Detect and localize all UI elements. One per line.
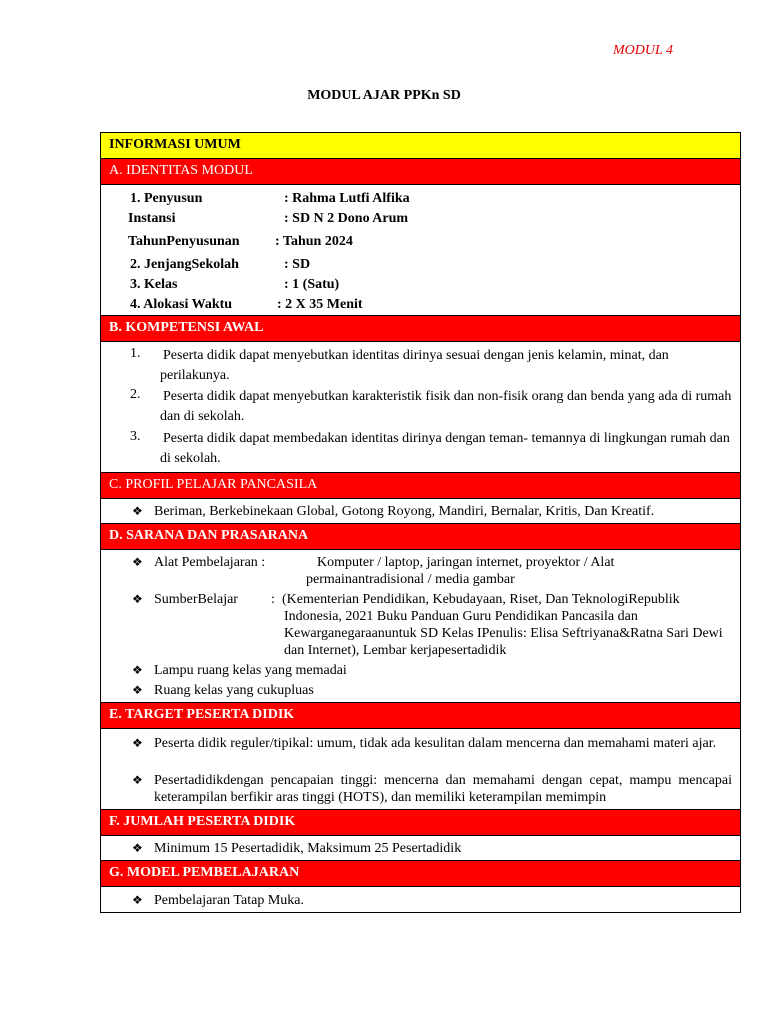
section-b-body: 1. Peserta didik dapat menyebutkan identitas dirinya sesuai dengan jenis kelamin, minat, dan perilakunya. 2. Peserta didik dapat menyebutkan karakteristik fisik dan non-fisik orang dan benda yang ada di rumah dan di sekolah. 3. Peserta didik dapat membedakan identitas dirinya dengan teman- temannya di lingkungan rumah dan di sekolah. (101, 342, 741, 473)
page-title: MODUL AJAR PPKn SD (307, 88, 461, 103)
bullet-icon: ❖ (132, 736, 143, 750)
general-info-header: INFORMASI UMUM (101, 133, 741, 159)
section-c-body: ❖ Beriman, Berkebinekaan Global, Gotong Royong, Mandiri, Bernalar, Kritis, Dan Kreatif. (101, 499, 741, 524)
id-row: 4. Alokasi Waktu : 2 X 35 Menit (130, 297, 363, 312)
bullet-icon: ❖ (132, 504, 143, 518)
bullet-icon: ❖ (132, 683, 143, 697)
bullet-icon: ❖ (132, 663, 143, 677)
bullet-icon: ❖ (132, 773, 143, 787)
section-d-header: D. SARANA DAN PRASARANA (101, 524, 741, 550)
id-row: 2. JenjangSekolah : SD (130, 257, 311, 272)
section-e-body: ❖ Peserta didik reguler/tipikal: umum, tidak ada kesulitan dalam mencerna dan memahami materi ajar. ❖ Pesertadidikdengan pencapaian tinggi: mencerna dan memahami dengan cepat, mampu mencapai keterampilan berfikir aras tinggi (HOTS), dan memiliki keterampilan memimpin (101, 729, 741, 810)
section-a-body (101, 185, 741, 316)
bullet-icon: ❖ (132, 893, 143, 907)
module-table (100, 132, 741, 913)
section-g-body: ❖ Pembelajaran Tatap Muka. (101, 887, 741, 913)
section-g-header: G. MODEL PEMBELAJARAN (101, 861, 741, 887)
bullet-icon: ❖ (132, 841, 143, 855)
id-row: TahunPenyusunan : Tahun 2024 (128, 234, 353, 249)
bullet-icon: ❖ (132, 592, 143, 606)
section-d-body: ❖ Alat Pembelajaran : Komputer / laptop, jaringan internet, proyektor / Alat permainantradisional / media gambar ❖ SumberBelajar : (Kementerian Pendidikan, Kebudayaan, Riset, Dan TeknologiRepublik Indonesia, 2021 Buku Panduan Guru Pendidikan Pancasila dan Kewarganegaraanuntuk SD Kelas IPenulis: Elisa Seftriyana&Ratna Sari Dewi dan Internet), Lembar kerjapesertadidik ❖ Lampu ruang kelas yang memadai ❖ Ruang kelas yang cukupluas (101, 550, 741, 703)
bullet-icon: ❖ (132, 555, 143, 569)
section-b-header: B. KOMPETENSI AWAL (101, 316, 741, 342)
id-row: 1. Penyusun : Rahma Lutfi Alfika (130, 191, 410, 206)
section-f-body: ❖ Minimum 15 Pesertadidik, Maksimum 25 Pesertadidik (101, 836, 741, 861)
section-f-header: F. JUMLAH PESERTA DIDIK (101, 810, 741, 836)
id-row: Instansi : SD N 2 Dono Arum (128, 211, 409, 226)
section-c-header: C. PROFIL PELAJAR PANCASILA (101, 473, 741, 499)
section-e-header: E. TARGET PESERTA DIDIK (101, 703, 741, 729)
module-number: MODUL 4 (613, 43, 674, 58)
id-row: 3. Kelas : 1 (Satu) (130, 277, 340, 292)
section-a-header: A. IDENTITAS MODUL (101, 159, 741, 185)
